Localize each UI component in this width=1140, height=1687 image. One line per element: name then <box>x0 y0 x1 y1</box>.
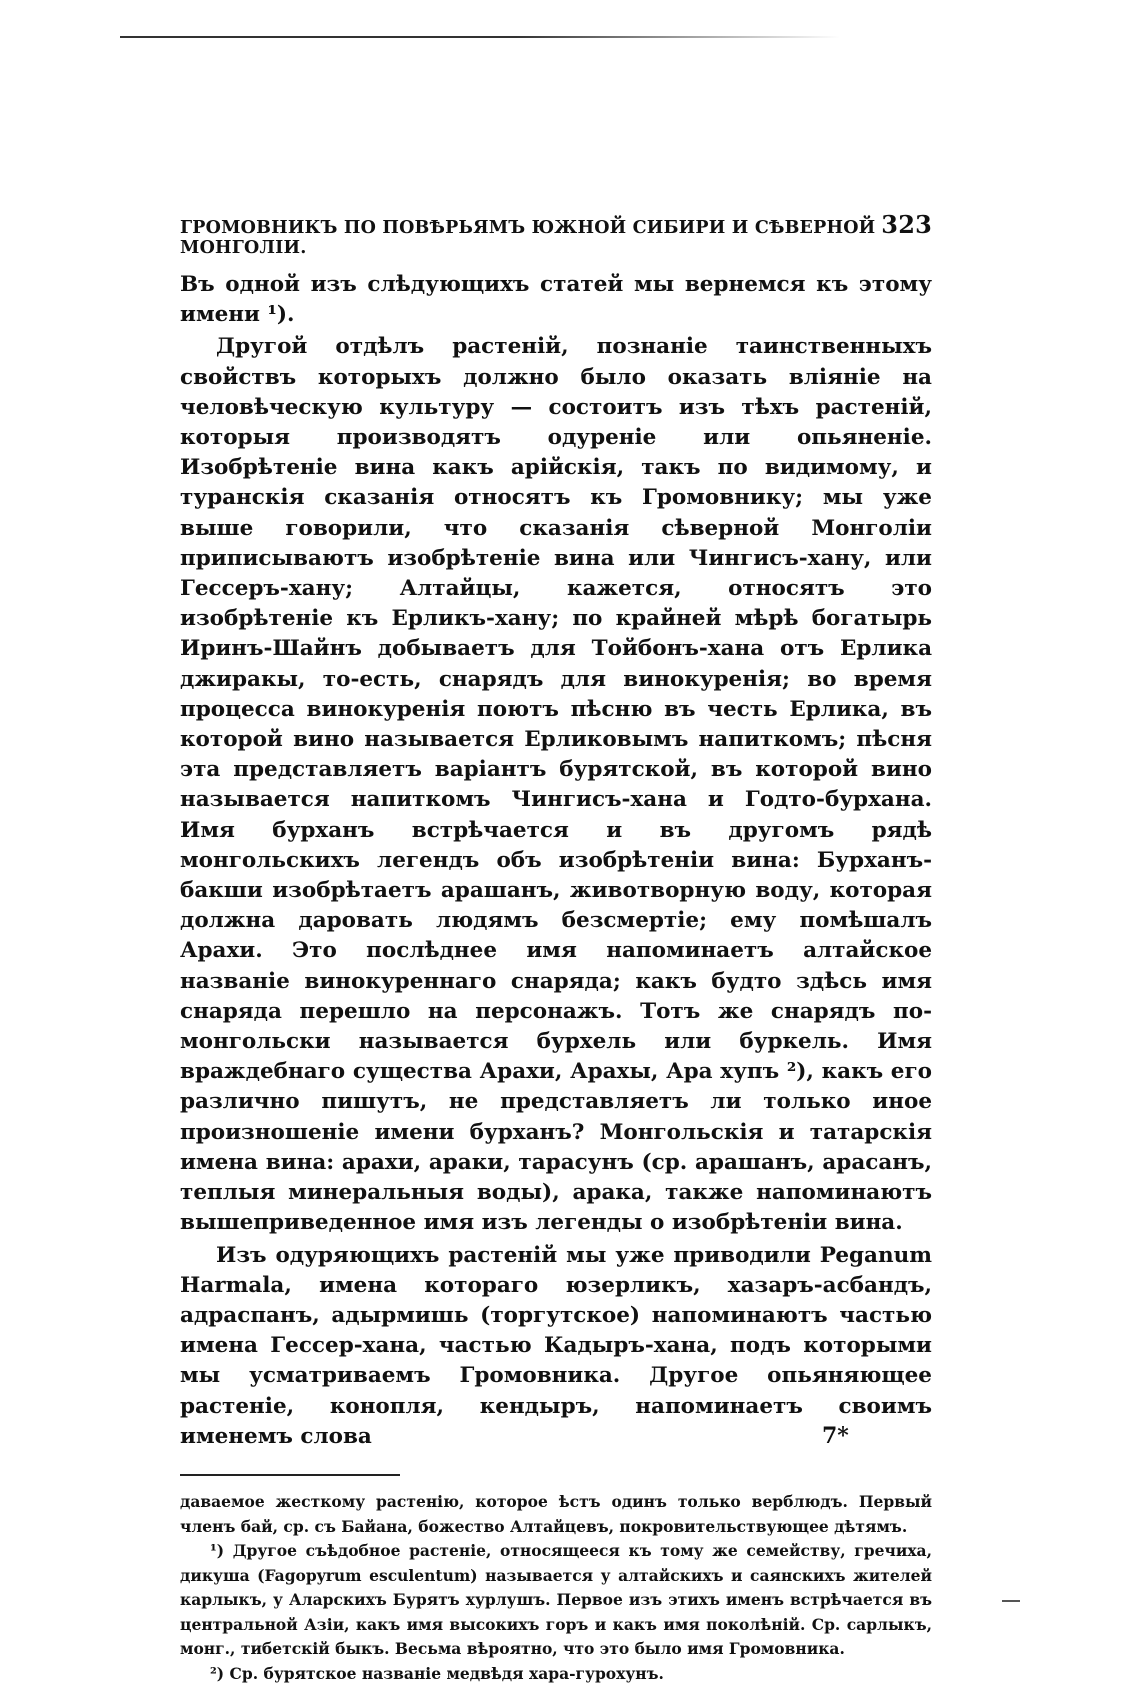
footnote-1: ¹) Другое съѣдобное растеніе, относящееся къ тому же семейству, гречиха, дикуша (Fagopyrum esculentum) называется у алтайскихъ и саянскихъ жителей карлыкъ, у Аларскихъ Бурятъ хурлушъ. Первое изъ этихъ именъ встрѣчается въ центральной Азіи, какъ имя высокихъ горъ и какъ имя поколѣній. Ср. сарлыкъ, монг., тибетскій быкъ. Весьма вѣроятно, что это было имя Громовника. <box>180 1541 932 1659</box>
paragraph-1: Въ одной изъ слѣдующихъ статей мы вернемся къ этому имени ¹). <box>180 272 932 328</box>
top-edge-rule <box>120 36 840 38</box>
page-content <box>180 210 932 1687</box>
running-head <box>180 210 932 258</box>
running-title: ГРОМОВНИКЪ ПО ПОВѢРЬЯМЪ ЮЖНОЙ СИБИРИ И СѢВЕРНОЙ МОНГОЛІИ. <box>180 218 876 258</box>
corner-mark <box>1002 1600 1020 1602</box>
signature-mark: 7* <box>822 1423 849 1449</box>
footnotes <box>180 1490 932 1687</box>
paragraph-2: Другой отдѣлъ растеній, познаніе таинственныхъ свойствъ которыхъ должно было оказать вліяніе на человѣческую культуру — состоитъ изъ тѣхъ растеній, которыя производятъ одуреніе или опьяненіе. Изобрѣтеніе вина какъ арійскія, такъ по видимому, и туранскія сказанія относятъ къ Громовнику; мы уже выше говорили, что сказанія сѣверной Монголіи приписываютъ изобрѣтеніе вина или Чингисъ-хану, или Гессеръ-хану; Алтайцы, кажется, относятъ это изобрѣтеніе къ Ерликъ-хану; по крайней мѣрѣ богатырь Иринъ-Шайнъ добываетъ для Тойбонъ-хана отъ Ерлика джиракы, то-есть, снарядъ для винокуренія; во время процесса винокуренія поютъ пѣсню въ честь Ерлика, въ которой вино называется Ерликовымъ напиткомъ; пѣсня эта представляетъ варіантъ бурятской, въ которой вино называется напиткомъ Чингисъ-хана и Годто-бурхана. Имя бурханъ встрѣчается и въ другомъ рядѣ монгольскихъ легендъ объ изобрѣтеніи вина: Бурханъ-бакши изобрѣтаетъ арашанъ, животворную воду, которая должна даровать людямъ безсмертіе; ему помѣшалъ Арахи. Это послѣднее имя напоминаетъ алтайское названіе винокуреннаго снаряда; какъ будто здѣсь имя снаряда перешло на персонажъ. Тотъ же снарядъ по-монгольски называется бурхель или буркель. Имя враждебнаго существа Арахи, Арахы, Ара хупъ ²), какъ его различно пишутъ, не представляетъ ли только иное произношеніе имени бурханъ? Монгольскія и татарскія имена вина: арахи, араки, тарасунъ (ср. арашанъ, арасанъ, теплыя минеральныя воды), арака, также напоминаютъ вышеприведенное имя изъ легенды о изобрѣтеніи вина. <box>180 334 932 1236</box>
footnote-divider <box>180 1474 400 1476</box>
footnote-continued: даваемое жесткому растенію, которое ѣстъ одинъ только верблюдъ. Первый членъ бай, ср. съ Байана, божество Алтайцевъ, покровительствующее дѣтямъ. <box>180 1491 932 1536</box>
paragraph-3: Изъ одуряющихъ растеній мы уже приводили Peganum Harmala, имена котораго юзерликъ, хазаръ-асбандъ, адраспанъ, адырмишь (торгутское) напоминаютъ частью имена Гессер-хана, частью Кадыръ-хана, подъ которыми мы усматриваемъ Громовника. Другое опьяняющее растеніе, конопля, кендыръ, напоминаетъ своимъ именемъ слова <box>180 1242 932 1449</box>
body-text <box>180 270 932 1452</box>
footnote-2: ²) Ср. бурятское названіе медвѣдя хара-гурохунъ. <box>210 1664 664 1684</box>
page-number: 323 <box>881 210 932 239</box>
